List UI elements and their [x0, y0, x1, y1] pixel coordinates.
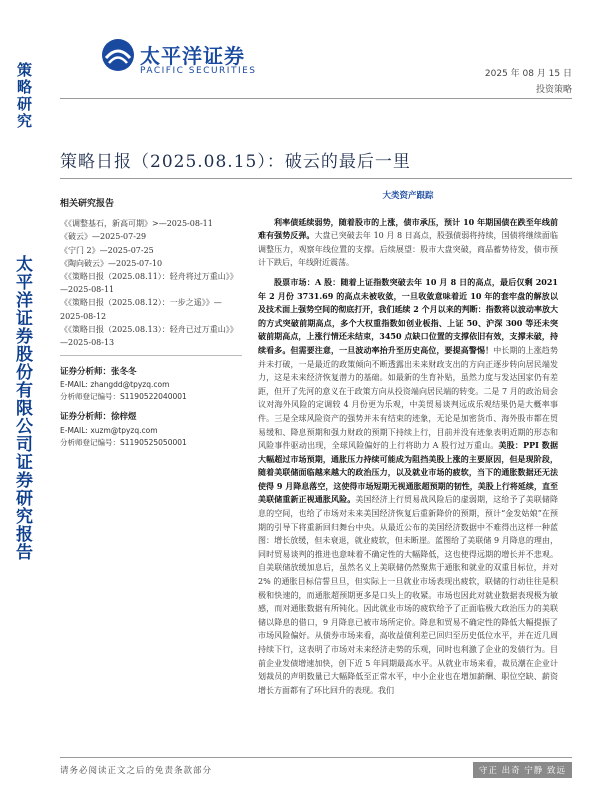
section-title: 大类资产跟踪 — [382, 191, 434, 201]
paragraph-lead: 股票市场： — [274, 276, 315, 287]
left-column — [60, 198, 242, 449]
brand-logo-icon — [100, 38, 136, 76]
footer-disclaimer: 请务必阅读正文之后的免责条款部分 — [60, 766, 213, 776]
divider — [60, 355, 242, 356]
report-category: 投资策略 — [535, 85, 572, 95]
sidebar-top-label: 策略研究 — [15, 62, 33, 130]
analyst-name: 证券分析师：徐梓煜 — [60, 412, 137, 423]
paragraph-bold: PPI 数据大幅超过市场预期，通胀压力持续可能成为阻挡美股上涨的主要原因，但是现阶段，随着美联储面临越来越大的政治压力，以及就业市场的疲软，当下的通胀数据还无法使得 9 月降息落空，这使得市场短期无视通胀超预期的韧性，美股上行将延续，直至美联储重新正视通胀风险。 — [258, 440, 558, 505]
footer-rule — [60, 757, 572, 758]
paragraph-lead: 美股： — [498, 440, 524, 451]
related-item[interactable]: 《《策略日报（2025.08.11）：轻舟将过万重山》》—2025-08-11 — [60, 272, 238, 295]
sidebar-mid-label: 太平洋证券股份有限公司证券研究报告 — [12, 255, 32, 561]
related-item[interactable]: 《《策略日报（2025.08.12）：一步之遥》》—2025-08-12 — [60, 298, 222, 321]
related-item[interactable]: 《宁门 2》—2025-07-25 — [60, 245, 154, 255]
paragraph-bold: 利率债延续弱势，随着股市的上涨，债市承压，预计 10 年期国债在跌至年线前难有强势反弹。 — [258, 216, 558, 241]
related-item[interactable]: 《陶向破云》—2025-07-10 — [60, 258, 163, 268]
paragraph-stocks — [258, 276, 558, 697]
related-item[interactable]: 《《策略日报（2025.08.13）：轻舟已过万重山》》—2025-08-13 — [60, 324, 238, 348]
title-rule — [60, 178, 572, 179]
analyst-email[interactable]: E-MAIL: zhangdd@tpyzq.com — [60, 380, 170, 390]
analyst-name: 证券分析师：张冬冬 — [60, 367, 137, 378]
related-heading: 相关研究报告 — [60, 199, 115, 209]
brand-name-en: PACIFIC SECURITIES — [140, 66, 257, 76]
analyst-reg: 分析师登记编号：S1190522040001 — [60, 392, 187, 402]
related-item[interactable]: 《破云》—2025-07-29 — [60, 232, 147, 242]
paragraph-bonds — [258, 216, 558, 270]
main-body — [258, 190, 558, 703]
page-title: 策略日报（2025.08.15）：破云的最后一里 — [60, 152, 411, 172]
paragraph-bold: A 股：随着上证指数突破去年 10 月 8 日的高点，最后仅剩 2021 年 2 月份 3731.69 的高点未被收敛，一旦收敛意味着近 10 年的套牢盘的解放以及技术面上强势空间的彻底打开，我们延续 2 个月以来的判断：指数将以波动率放大的方式突破前期高点，多个大权重指数如创业板指、上证 50、沪深 300 等还未突破前期高点，上涨行情还未结束，3450 点缺口位置的支撑依旧有效，支撑未破，持续看多。但需要注意，一旦波动率抬升至历史高位，要提高警惕！ — [258, 276, 559, 355]
brand-name: 太平洋证券 — [140, 44, 245, 68]
analyst-email[interactable]: E-MAIL: xuzm@tpyzq.com — [60, 425, 158, 435]
header-rule — [60, 98, 572, 99]
paragraph-text: 中长期的上涨趋势并未打破，一是最近的政策倾向不断透露出未来财政支出的方向正逐步转向居民端发力，这是未来经济恢复潜力的基础。如最新的生育补贴，虽然力度与发达国家仍有差距，但开了先河的意义在于政策方向从投资端向居民端的转变。二是 7 月的政治局会议对海外风险的定调较 4 月份更为乐观，中美贸易谈判远成乐观结果仍是大概率事件。三是全球风险资产的强势并未有结束的迹象，无论是加密货币、海外股市都在贸易缓和、降息预期和强力财政的预期下持续上行，目前并没有迹象表明近期的形态和风险事件驱动出现，全球风险偏好的上行将助力 A 股行过万重山。 — [258, 345, 559, 451]
paragraph-text: 大盘已突破去年 10 月 8 日高点，股强债弱将持续，国债将继续面临调整压力，观察年线位置的支撑。后续展望：股市大盘突破，商品蓄势待发，债市预计下跌后，年线附近震荡。 — [258, 231, 558, 268]
footer-motto: 守正 出奇 宁静 致远 — [473, 762, 572, 778]
report-date: 2025 年 08 月 15 日 — [484, 69, 572, 79]
related-item[interactable]: 《《调整基石，新高可期》>—2025-08-11 — [60, 219, 213, 229]
analyst-reg: 分析师登记编号：S1190525050001 — [60, 437, 187, 447]
paragraph-text: 美国经济上行贸易战风险后的虚弱期，这给予了美联储降息的空间，也给了市场对未来美国经济恢复后重新降价的预期，预计“金发姑娘”在预期的引导下将重新回归舞台中央。从最近公布的美国经济数据中不难得出这样一种蓝图：增长放缓，但未衰退，就业疲软，但未断崖。蓝图给了美联储 9 月降息的理由，同时贸易谈判的推进也意味着不确定性的大幅降低，这也使得远期的增长并不悲观。自美联储放缓加息后，虽然名义上美联储仍然聚焦于通胀和就业的双重目标位，并对 2% 的通胀目标信誓旦旦，但实际上一旦就业市场表现出疲软，联储的行动往往是积极和快速的，而通胀超预期更多是口头上的收紧。市场也因此对就业数据表现极为敏感，而对通胀数据有所钝化。因此就业市场的疲软给予了正面临极大政治压力的美联储以降息的借口，9 月降息已被市场所定价。降息和贸易不确定性的降低大幅提振了市场风险偏好。从债券市场来看，高收益债利差已回归至历史低位水平，并在近几周持续下行，这表明了市场对未来经济走势的乐观，同时也利激了企业的发债行为。目前企业发债增速加快，创下近 5 年同期最高水平。从就业市场来看，裁员潮在企业计划裁员的声明数量已大幅降低至正常水平，中小企业也在增加薪酬、职位空缺、薪资增长方面都有了环比回升的表现。我们 — [258, 495, 559, 695]
sidebar — [0, 0, 48, 792]
